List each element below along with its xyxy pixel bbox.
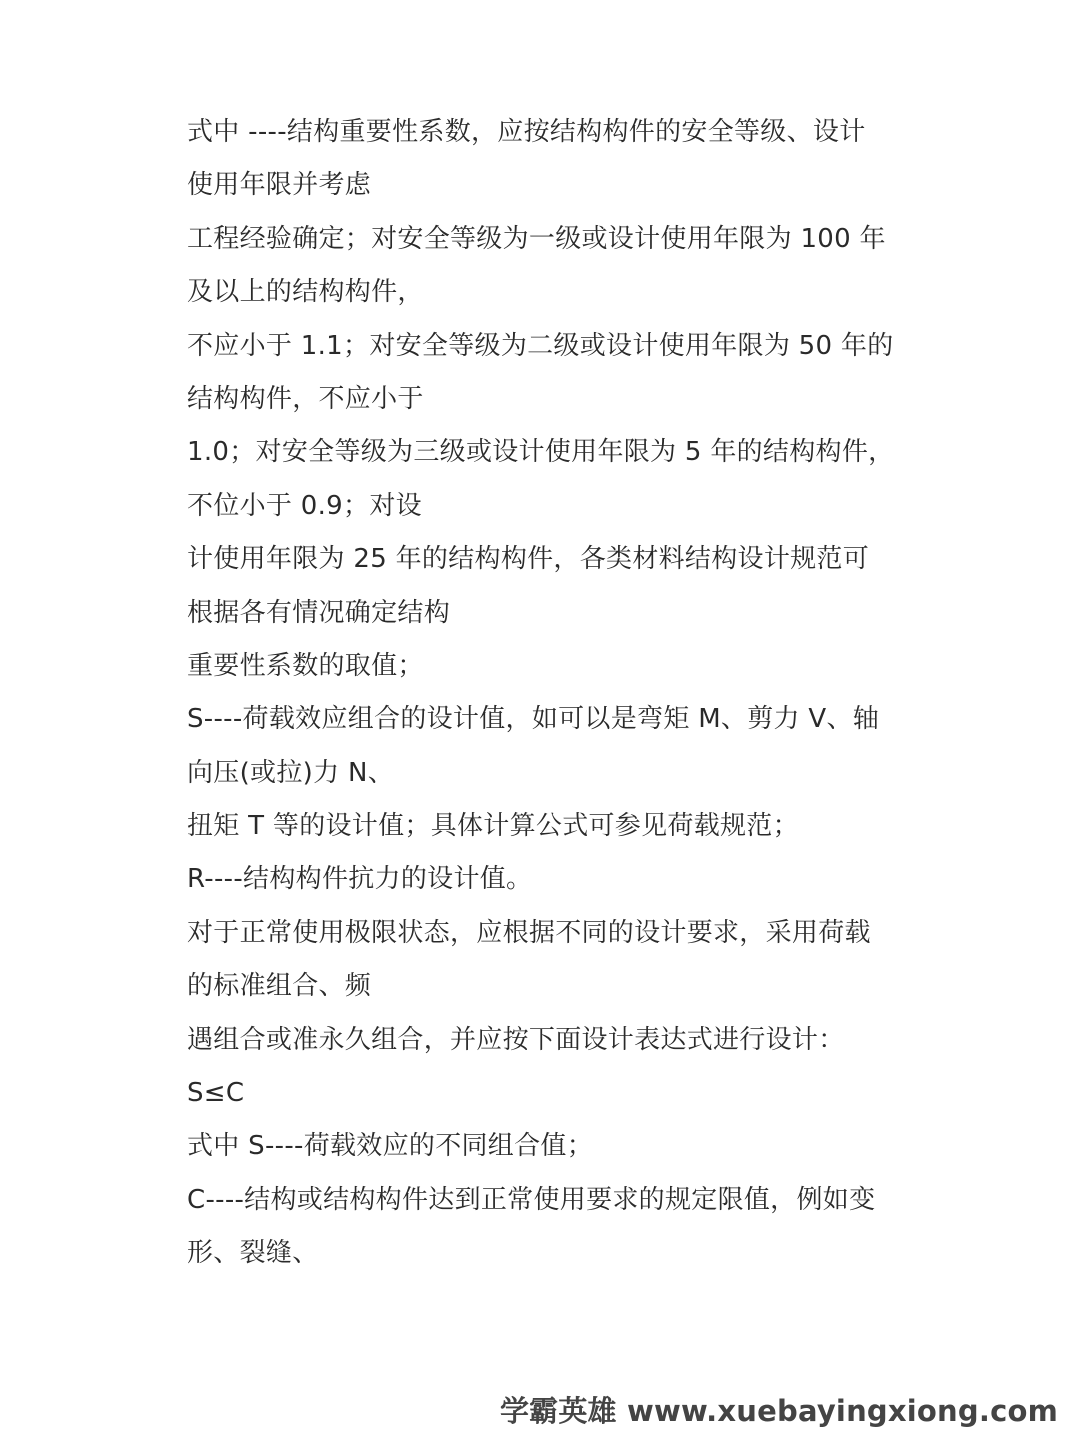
site-watermark: 学霸英雄 www.xuebayingxiong.com	[499, 1394, 1058, 1428]
text-line: 式中 S----荷载效应的不同组合值；	[187, 1131, 593, 1162]
text-line: 重要性系数的取值；	[187, 650, 424, 681]
text-line: 1.0；对安全等级为三级或设计使用年限为 5 年的结构构件，	[187, 437, 895, 468]
text-line: 结构构件，不应小于	[187, 383, 424, 414]
text-line: 使用年限并考虑	[187, 170, 372, 201]
text-line: 式中 ----结构重要性系数，应按结构构件的安全等级、设计	[187, 117, 866, 147]
text-line: 遇组合或准永久组合，并应按下面设计表达式进行设计：	[187, 1024, 845, 1055]
text-line: 工程经验确定；对安全等级为一级或设计使用年限为 100 年	[187, 223, 886, 254]
text-line: 及以上的结构构件，	[187, 277, 424, 308]
text-line: 计使用年限为 25 年的结构构件，各类材料结构设计规范可	[187, 544, 870, 575]
text-line: C----结构或结构构件达到正常使用要求的规定限值，例如变	[187, 1184, 876, 1215]
text-line: 不位小于 0.9；对设	[187, 490, 422, 521]
text-line: 根据各有情况确定结构	[187, 597, 451, 628]
text-line: 的标准组合、频	[187, 971, 372, 1002]
text-line: 向压(或拉)力 N、	[187, 757, 395, 788]
text-line: 对于正常使用极限状态，应根据不同的设计要求，采用荷载	[187, 917, 871, 948]
text-line: 扭矩 T 等的设计值；具体计算公式可参见荷载规范；	[187, 811, 799, 842]
text-line: 不应小于 1.1；对安全等级为二级或设计使用年限为 50 年的	[187, 330, 894, 361]
text-line: S----荷载效应组合的设计值，如可以是弯矩 M、剪力 V、轴	[187, 704, 880, 735]
document-body	[187, 106, 907, 1281]
text-line: S≤C	[187, 1078, 245, 1109]
text-line: R----结构构件抗力的设计值。	[187, 864, 533, 895]
text-line: 形、裂缝、	[187, 1238, 319, 1269]
